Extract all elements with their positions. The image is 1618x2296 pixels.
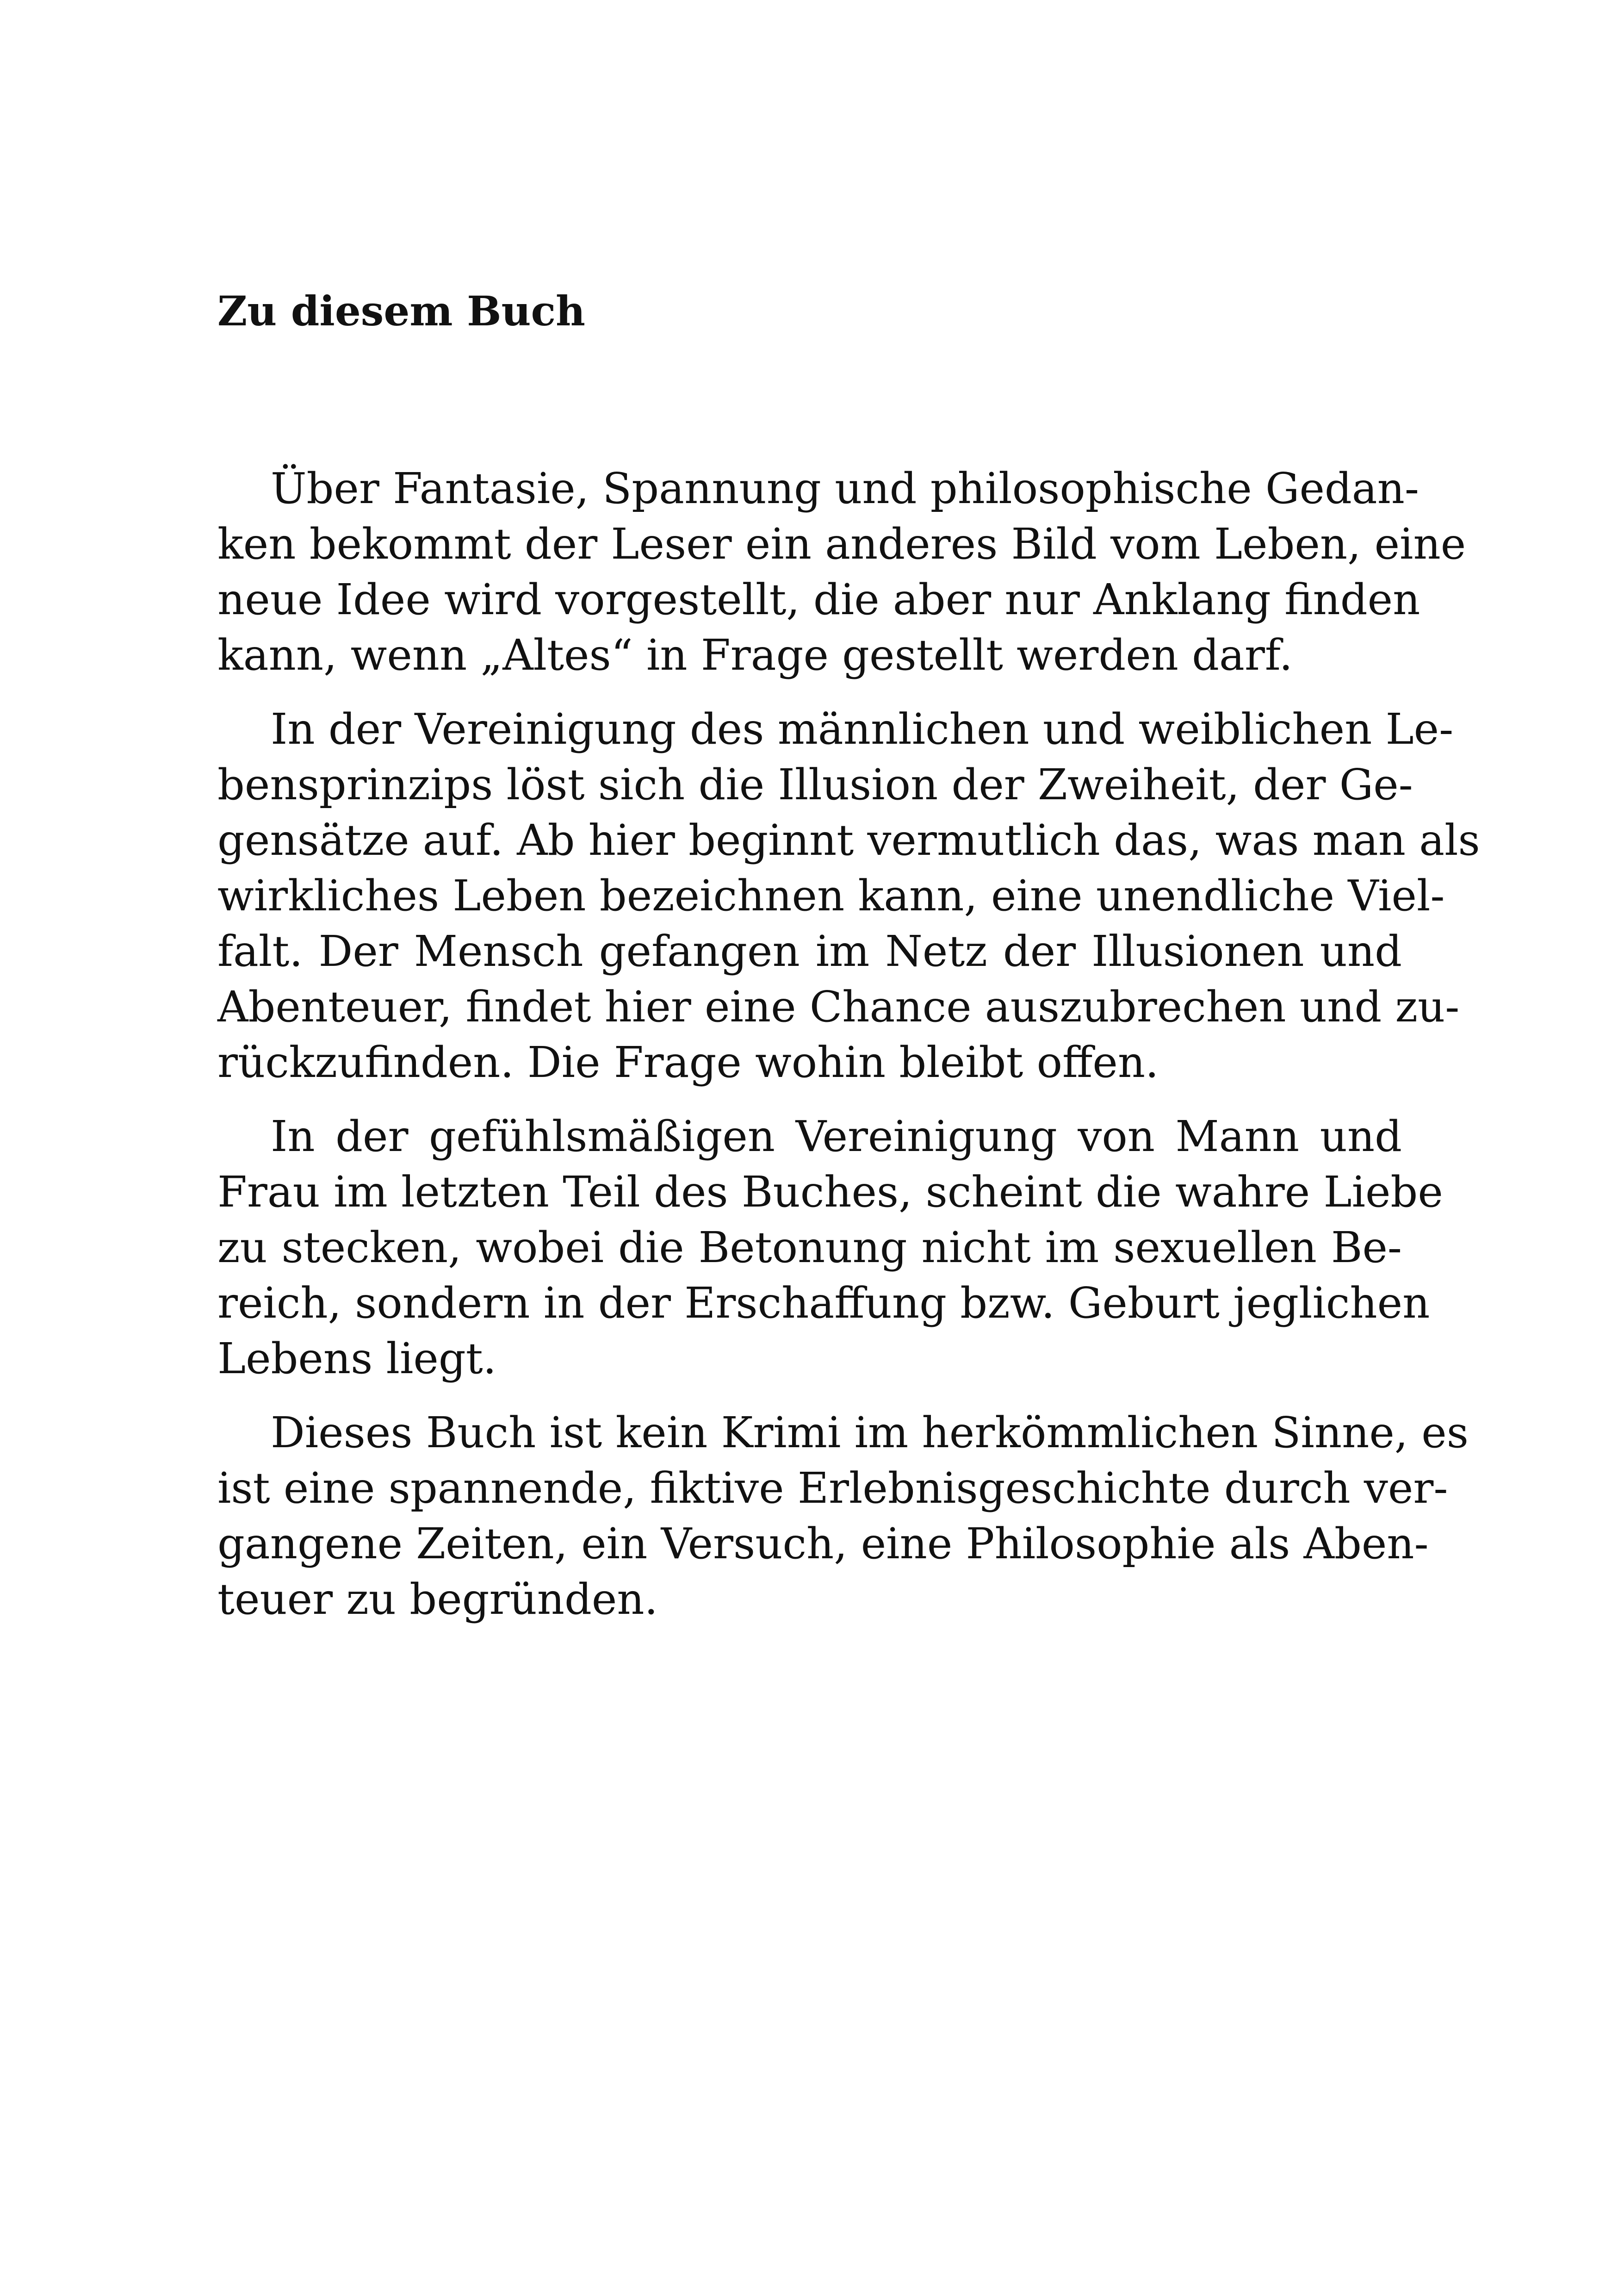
paragraph-3-line-5: Lebens liegt. (217, 1334, 496, 1383)
paragraph-4-line-3: gangene Zeiten, ein Versuch, eine Philosophie als Aben- (217, 1519, 1429, 1568)
paragraph-3-line-3: zu stecken, wobei die Betonung nicht im sexuellen Be- (217, 1223, 1402, 1272)
paragraph-1-line-1: Über Fantasie, Spannung und philosophische Gedan- (271, 464, 1419, 513)
paragraph-4-line-2: ist eine spannende, fiktive Erlebnisgeschichte durch ver- (217, 1463, 1448, 1513)
paragraph-3-line-2: Frau im letzten Teil des Buches, scheint die wahre Liebe (217, 1167, 1443, 1217)
paragraph-2-line-6: Abenteuer, findet hier eine Chance auszubrechen und zu- (217, 982, 1460, 1032)
paragraph-2-line-1: In der Vereinigung des männlichen und weiblichen Le- (271, 704, 1454, 754)
page-title: Zu diesem Buch (217, 287, 586, 335)
paragraph-1-line-2: ken bekommt der Leser ein anderes Bild vom Leben, eine (217, 519, 1466, 569)
paragraph-2-line-5: falt. Der Mensch gefangen im Netz der Illusionen und (217, 927, 1402, 976)
paragraph-2-line-2: bensprinzips löst sich die Illusion der Zweiheit, der Ge- (217, 760, 1413, 809)
paragraph-2-line-3: gensätze auf. Ab hier beginnt vermutlich das, was man als (217, 815, 1480, 865)
paragraph-1-line-4: kann, wenn „Altes“ in Frage gestellt werden darf. (217, 630, 1293, 680)
paragraph-3-line-1: In der gefühlsmäßigen Vereinigung von Mann und (271, 1112, 1402, 1161)
paragraph-1-line-3: neue Idee wird vorgestellt, die aber nur Anklang finden (217, 575, 1420, 624)
paragraph-2-line-7: rückzufinden. Die Frage wohin bleibt offen. (217, 1038, 1159, 1087)
paragraph-3-line-4: reich, sondern in der Erschaffung bzw. Geburt jeglichen (217, 1278, 1430, 1328)
paragraph-4-line-1: Dieses Buch ist kein Krimi im herkömmlichen Sinne, es (271, 1408, 1469, 1457)
paragraph-2-line-4: wirkliches Leben bezeichnen kann, eine unendliche Viel- (217, 871, 1445, 921)
paragraph-4-line-4: teuer zu begründen. (217, 1574, 658, 1624)
